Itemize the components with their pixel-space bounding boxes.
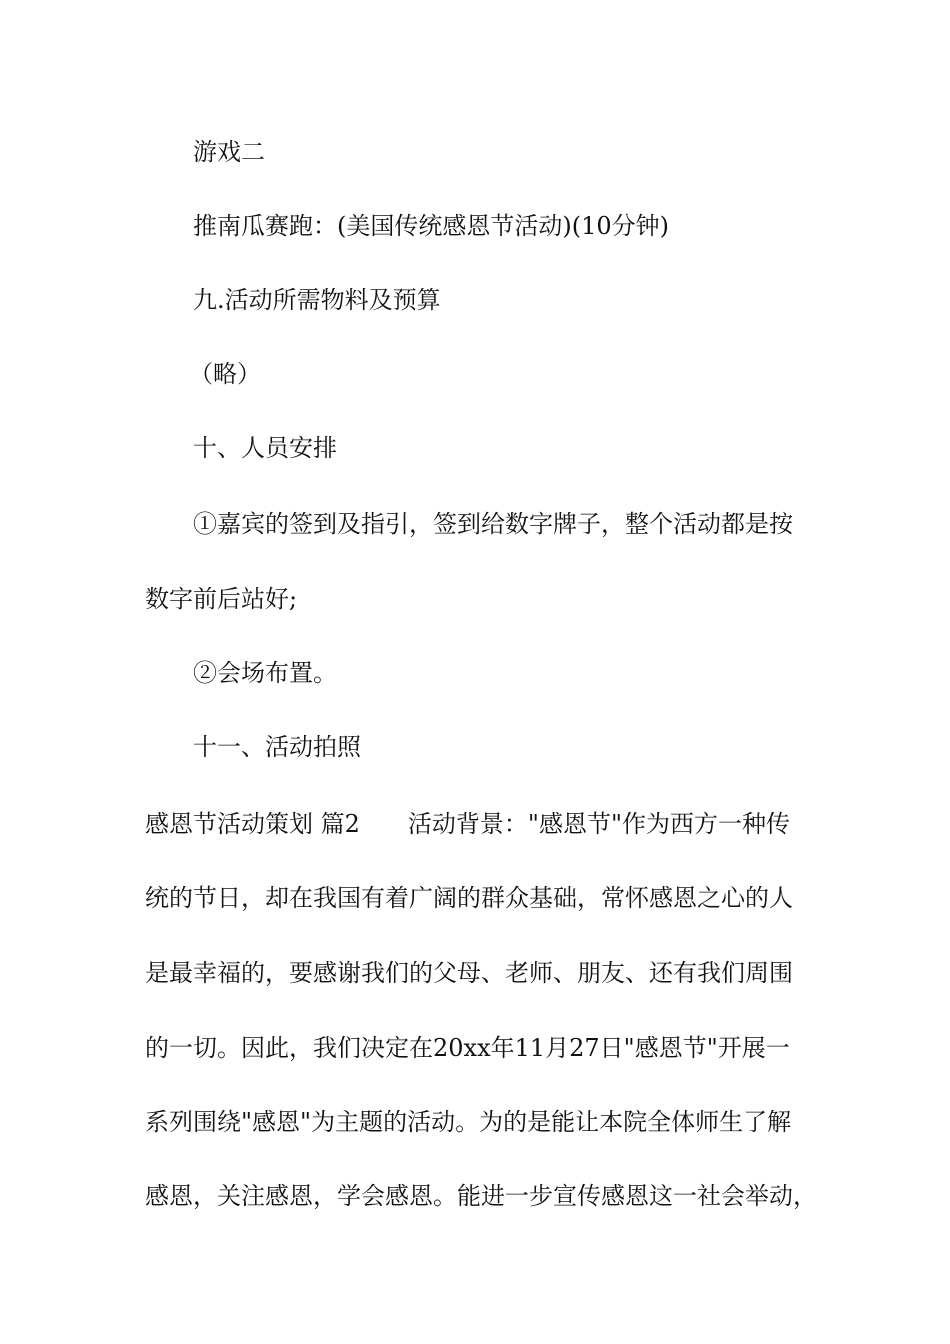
paragraph-line: 是最幸福的，要感谢我们的父母、老师、朋友、还有我们周围 (145, 959, 793, 987)
section-heading: 感恩节活动策划 篇2 (145, 810, 360, 838)
text-line-game-two: 游戏二 (193, 138, 265, 166)
section-title-materials-budget: 九.活动所需物料及预算 (193, 286, 441, 314)
text-line-venue-setup: ②会场布置。 (193, 659, 337, 687)
text-line-guest-signin: ①嘉宾的签到及指引，签到给数字牌子，整个活动都是按 (193, 510, 793, 538)
text-line-section-heading (145, 809, 825, 839)
paragraph-line: 统的节日，却在我国有着广阔的群众基础，常怀感恩之心的人 (145, 884, 793, 912)
text-line-pumpkin-race: 推南瓜赛跑：(美国传统感恩节活动)(10分钟) (193, 212, 669, 240)
text-line-omitted: （略） (189, 360, 261, 388)
paragraph-line: 系列围绕"感恩"为主题的活动。为的是能让本院全体师生了解 (145, 1108, 792, 1136)
text-line-guest-signin-cont: 数字前后站好; (145, 585, 298, 613)
paragraph-line: 感恩，关注感恩，学会感恩。能进一步宣传感恩这一社会举动， (145, 1182, 817, 1210)
section-title-staffing: 十、人员安排 (193, 434, 337, 462)
section-title-photography: 十一、活动拍照 (193, 733, 361, 761)
paragraph-line: 的一切。因此，我们决定在20xx年11月27日"感恩节"开展一 (145, 1034, 790, 1062)
background-first-line: 活动背景："感恩节"作为西方一种传 (407, 810, 790, 838)
